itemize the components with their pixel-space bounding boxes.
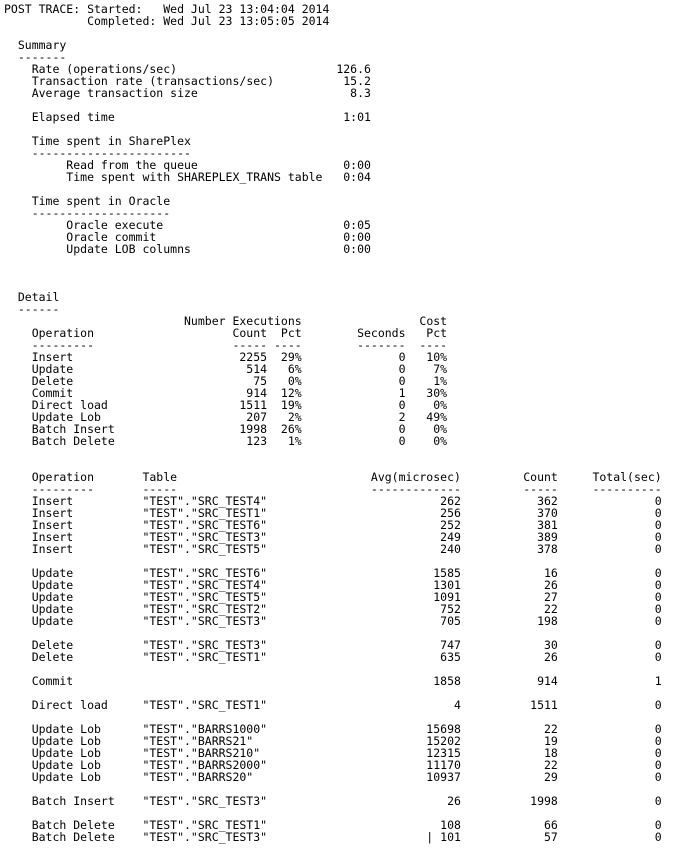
seconds-column-header: Seconds bbox=[357, 326, 406, 340]
exec-table-rows bbox=[4, 351, 692, 447]
avg-value: 15202 bbox=[426, 734, 461, 748]
underline: ----- bbox=[142, 482, 178, 496]
underline: ----- bbox=[232, 338, 268, 352]
avg-value: 752 bbox=[440, 602, 461, 616]
total-cell: 0 bbox=[654, 506, 662, 520]
op-cell: Update bbox=[31, 566, 74, 580]
count-cell: 1998 bbox=[239, 422, 268, 436]
table-cell: "TEST"."SRC_TEST3" bbox=[142, 638, 268, 652]
table-column-header: Table bbox=[142, 470, 178, 484]
total-cell: 0 bbox=[654, 794, 662, 808]
op-cell: Insert bbox=[31, 506, 74, 520]
count-cell: 914 bbox=[537, 674, 558, 688]
elapsed-label: Elapsed time bbox=[31, 110, 115, 124]
op-cell: Update Lob bbox=[31, 746, 101, 760]
cost-pct-cell: 49% bbox=[426, 410, 448, 424]
avg-value: 108 bbox=[440, 818, 461, 832]
delete-stats-group bbox=[4, 639, 692, 663]
op-cell: Batch Insert bbox=[31, 422, 115, 436]
avg-value: 11170 bbox=[426, 758, 461, 772]
total-cell: 0 bbox=[654, 734, 662, 748]
oracle-section-title: Time spent in Oracle bbox=[31, 194, 171, 208]
count-cell: 26 bbox=[543, 578, 558, 592]
table-cell: "TEST"."BARRS1000" bbox=[142, 722, 268, 736]
total-cell: 0 bbox=[654, 566, 662, 580]
avg-value: 4 bbox=[453, 698, 461, 712]
pct-cell: 0% bbox=[287, 374, 302, 388]
underline: ------------- bbox=[370, 482, 461, 496]
stat-row bbox=[4, 531, 692, 543]
pct-cell: 29% bbox=[280, 350, 302, 364]
count-cell: 19 bbox=[543, 734, 558, 748]
batch-insert-stats-group bbox=[4, 795, 692, 807]
total-cell: 0 bbox=[654, 758, 662, 772]
stat-row bbox=[4, 615, 692, 627]
count-cell: 123 bbox=[246, 434, 268, 448]
count-cell: 914 bbox=[246, 386, 268, 400]
count-cell: 22 bbox=[543, 602, 558, 616]
op-cell: Insert bbox=[31, 494, 74, 508]
pct-cell: 26% bbox=[280, 422, 302, 436]
table-cell: "TEST"."SRC_TEST2" bbox=[142, 602, 268, 616]
count-cell: 1511 bbox=[530, 698, 558, 712]
avg-cell bbox=[316, 531, 461, 543]
avg-value: 635 bbox=[440, 650, 461, 664]
blank-line bbox=[4, 711, 692, 723]
exec-row bbox=[4, 435, 692, 447]
avg-cell bbox=[316, 795, 461, 807]
avg-cell bbox=[316, 771, 461, 783]
avg-value: 1091 bbox=[433, 590, 461, 604]
summary-value: 15.2 bbox=[343, 74, 371, 88]
total-cell: 0 bbox=[654, 518, 662, 532]
summary-label: Transaction rate (transactions/sec) bbox=[31, 74, 275, 88]
total-cell: 0 bbox=[654, 830, 662, 844]
stat-row bbox=[4, 639, 692, 651]
avg-cell bbox=[316, 507, 461, 519]
blank-line bbox=[4, 279, 692, 291]
count-cell: 26 bbox=[543, 650, 558, 664]
op-cell: Insert bbox=[31, 350, 74, 364]
underline: --------- bbox=[31, 338, 94, 352]
op-cell: Update Lob bbox=[31, 410, 101, 424]
count-cell: 29 bbox=[543, 770, 558, 784]
started-value: Wed Jul 23 13:04:04 2014 bbox=[163, 2, 330, 16]
summary-row bbox=[4, 87, 692, 99]
item-value: 0:00 bbox=[343, 230, 371, 244]
count-cell: 2255 bbox=[239, 350, 268, 364]
stat-row bbox=[4, 735, 692, 747]
total-cell: 0 bbox=[654, 602, 662, 616]
pct-cell: 12% bbox=[280, 386, 302, 400]
op-cell: Batch Delete bbox=[31, 434, 115, 448]
table-cell: "TEST"."SRC_TEST1" bbox=[142, 818, 268, 832]
exec-row bbox=[4, 351, 692, 363]
seconds-cell: 0 bbox=[398, 374, 406, 388]
avg-cell bbox=[316, 603, 461, 615]
exec-row bbox=[4, 375, 692, 387]
item-value: 0:00 bbox=[343, 242, 371, 256]
total-cell: 0 bbox=[654, 818, 662, 832]
oracle-section-underline: -------------------- bbox=[31, 206, 171, 220]
op-cell: Update bbox=[31, 578, 74, 592]
cost-pct-cell: 1% bbox=[433, 374, 448, 388]
cost-pct-cell: 0% bbox=[433, 434, 448, 448]
elapsed-value: 1:01 bbox=[343, 110, 371, 124]
stat-row bbox=[4, 795, 692, 807]
total-cell: 0 bbox=[654, 614, 662, 628]
total-cell: 0 bbox=[654, 698, 662, 712]
blank-line bbox=[4, 555, 692, 567]
table-cell bbox=[142, 675, 315, 687]
blank-line bbox=[4, 627, 692, 639]
avg-cell bbox=[316, 519, 461, 531]
table-cell: "TEST"."SRC_TEST3" bbox=[142, 614, 268, 628]
pct-column-header: Pct bbox=[280, 326, 302, 340]
count-cell: 66 bbox=[543, 818, 558, 832]
blank-line bbox=[4, 663, 692, 675]
detail-underline: ------ bbox=[17, 302, 60, 316]
stat-row bbox=[4, 723, 692, 735]
count-cell: 207 bbox=[246, 410, 268, 424]
blank-line bbox=[4, 267, 692, 279]
total-cell: 0 bbox=[654, 650, 662, 664]
trace-completed-line bbox=[4, 15, 692, 27]
cost-pct-cell: 0% bbox=[433, 398, 448, 412]
summary-title: Summary bbox=[17, 38, 67, 52]
count-cell: 22 bbox=[543, 758, 558, 772]
completed-label: Completed: bbox=[87, 14, 157, 28]
item-label: Oracle commit bbox=[66, 230, 157, 244]
item-label: Oracle execute bbox=[66, 218, 164, 232]
count-cell: 389 bbox=[537, 530, 558, 544]
count-cell: 75 bbox=[253, 374, 268, 388]
elapsed-time-row bbox=[4, 111, 692, 123]
op-cell: Update Lob bbox=[31, 734, 101, 748]
stat-row bbox=[4, 567, 692, 579]
total-cell: 0 bbox=[654, 590, 662, 604]
total-cell: 0 bbox=[654, 770, 662, 784]
table-cell: "TEST"."SRC_TEST5" bbox=[142, 542, 268, 556]
underline: ---- bbox=[273, 338, 302, 352]
oracle-item-row bbox=[4, 243, 692, 255]
op-cell: Update bbox=[31, 590, 74, 604]
count-cell: 57 bbox=[543, 830, 558, 844]
trace-title: POST TRACE: bbox=[4, 2, 81, 16]
stat-row bbox=[4, 507, 692, 519]
oracle-items-group bbox=[4, 219, 692, 255]
stat-row bbox=[4, 591, 692, 603]
op-cell: Update Lob bbox=[31, 722, 101, 736]
stat-row bbox=[4, 519, 692, 531]
count-cell: 1998 bbox=[530, 794, 558, 808]
table-cell: "TEST"."BARRS210" bbox=[142, 746, 261, 760]
batch-delete-stats-group bbox=[4, 819, 692, 843]
avg-value: 1585 bbox=[433, 566, 461, 580]
stat-row bbox=[4, 699, 692, 711]
avg-value: 12315 bbox=[426, 746, 461, 760]
table-cell: "TEST"."BARRS21" bbox=[142, 734, 254, 748]
pct-cell: 19% bbox=[280, 398, 302, 412]
op-cell: Update Lob bbox=[31, 770, 101, 784]
table-cell: "TEST"."SRC_TEST3" bbox=[142, 530, 268, 544]
op-cell: Batch Insert bbox=[31, 794, 115, 808]
table-cell: "TEST"."SRC_TEST3" bbox=[142, 794, 268, 808]
total-cell: 0 bbox=[654, 638, 662, 652]
blank-line bbox=[4, 255, 692, 267]
detail-title: Detail bbox=[17, 290, 60, 304]
underline: ------- bbox=[357, 338, 406, 352]
total-cell: 0 bbox=[654, 542, 662, 556]
count-cell: 198 bbox=[537, 614, 558, 628]
avg-cell bbox=[316, 651, 461, 663]
summary-value: 8.3 bbox=[350, 86, 371, 100]
total-cell: 0 bbox=[654, 722, 662, 736]
summary-underline: ------- bbox=[17, 50, 67, 64]
total-cell: 0 bbox=[654, 578, 662, 592]
exec-row bbox=[4, 363, 692, 375]
op-cell: Insert bbox=[31, 530, 74, 544]
count-cell: 514 bbox=[246, 362, 268, 376]
count-cell: 370 bbox=[537, 506, 558, 520]
shareplex-section-underline: ----------------------- bbox=[31, 146, 191, 160]
summary-label: Average transaction size bbox=[31, 86, 198, 100]
item-value: 0:04 bbox=[343, 170, 371, 184]
op-cell: Commit bbox=[31, 386, 74, 400]
operation-column-header: Operation bbox=[31, 326, 94, 340]
avg-value: 747 bbox=[440, 638, 461, 652]
seconds-cell: 0 bbox=[398, 434, 406, 448]
table-cell: "TEST"."SRC_TEST5" bbox=[142, 590, 268, 604]
table-cell: "TEST"."SRC_TEST6" bbox=[142, 518, 268, 532]
item-value: 0:00 bbox=[343, 158, 371, 172]
count-cell: 30 bbox=[543, 638, 558, 652]
count-column-header: Count bbox=[232, 326, 268, 340]
exec-row bbox=[4, 399, 692, 411]
exec-table-group-header-row bbox=[4, 315, 692, 327]
op-cell: Direct load bbox=[31, 398, 108, 412]
op-cell: Update bbox=[31, 602, 74, 616]
total-cell: 0 bbox=[654, 530, 662, 544]
summary-rates-group bbox=[4, 63, 692, 99]
count-cell: 381 bbox=[537, 518, 558, 532]
seconds-cell: 2 bbox=[398, 410, 406, 424]
underline: ----- bbox=[523, 482, 558, 496]
avg-value: 26 bbox=[447, 794, 461, 808]
stat-row bbox=[4, 495, 692, 507]
avg-value: 10937 bbox=[426, 770, 461, 784]
table-cell: "TEST"."BARRS2000" bbox=[142, 758, 268, 772]
avg-value: 1858 bbox=[433, 674, 461, 688]
total-column-header: Total(sec) bbox=[592, 470, 662, 484]
underline: ---------- bbox=[592, 482, 662, 496]
total-cell: 1 bbox=[654, 674, 662, 688]
count-cell: 378 bbox=[537, 542, 558, 556]
blank-line bbox=[4, 459, 692, 471]
table-cell: "TEST"."SRC_TEST1" bbox=[142, 506, 268, 520]
total-cell: 0 bbox=[654, 494, 662, 508]
operation-column-header: Operation bbox=[31, 470, 94, 484]
stat-row bbox=[4, 603, 692, 615]
avg-cell bbox=[316, 543, 461, 555]
avg-cell bbox=[316, 699, 461, 711]
stat-row bbox=[4, 543, 692, 555]
table-cell: "TEST"."SRC_TEST4" bbox=[142, 578, 268, 592]
stat-row bbox=[4, 675, 692, 687]
commit-stats-group bbox=[4, 675, 692, 687]
blank-line bbox=[4, 447, 692, 459]
summary-label: Rate (operations/sec) bbox=[31, 62, 178, 76]
stats-table-header-row bbox=[4, 471, 692, 483]
avg-value: 262 bbox=[440, 494, 461, 508]
cost-pct-cell: 0% bbox=[433, 422, 448, 436]
avg-cell bbox=[316, 591, 461, 603]
seconds-cell: 0 bbox=[398, 398, 406, 412]
underline: --------- bbox=[31, 482, 94, 496]
header-spacer bbox=[4, 15, 87, 27]
pct-cell: 6% bbox=[287, 362, 302, 376]
cost-pct-cell: 7% bbox=[433, 362, 448, 376]
blank-line bbox=[4, 27, 692, 39]
stat-row bbox=[4, 651, 692, 663]
avg-value: 1301 bbox=[433, 578, 461, 592]
count-cell: 362 bbox=[537, 494, 558, 508]
stats-table-underline-row bbox=[4, 483, 692, 495]
op-cell: Insert bbox=[31, 542, 74, 556]
avg-cell bbox=[316, 639, 461, 651]
count-cell: 1511 bbox=[239, 398, 268, 412]
exec-table-underline-row bbox=[4, 339, 692, 351]
op-cell: Delete bbox=[31, 374, 74, 388]
op-cell: Delete bbox=[31, 650, 74, 664]
item-label: Read from the queue bbox=[66, 158, 198, 172]
cost-group-header: Cost bbox=[419, 314, 448, 328]
avg-value: 705 bbox=[440, 614, 461, 628]
item-label: Update LOB columns bbox=[66, 242, 191, 256]
table-cell: "TEST"."BARRS20" bbox=[142, 770, 254, 784]
count-cell: 22 bbox=[543, 722, 558, 736]
count-cell: 16 bbox=[543, 566, 558, 580]
direct-load-stats-group bbox=[4, 699, 692, 711]
avg-value: 101 bbox=[440, 830, 461, 844]
table-cell: "TEST"."SRC_TEST3" bbox=[142, 830, 268, 844]
pct-cell: 1% bbox=[287, 434, 302, 448]
stat-row bbox=[4, 831, 692, 843]
stat-row bbox=[4, 771, 692, 783]
avg-cell bbox=[316, 615, 461, 627]
insert-stats-group bbox=[4, 495, 692, 555]
op-cell: Batch Delete bbox=[31, 818, 115, 832]
avg-cell bbox=[316, 831, 461, 843]
seconds-cell: 1 bbox=[398, 386, 406, 400]
seconds-cell: 0 bbox=[398, 350, 406, 364]
cost-pct-cell: 30% bbox=[426, 386, 448, 400]
completed-value: Wed Jul 23 13:05:05 2014 bbox=[163, 14, 330, 28]
op-cell: Batch Delete bbox=[31, 830, 115, 844]
op-cell: Insert bbox=[31, 518, 74, 532]
stat-row bbox=[4, 747, 692, 759]
cost-pct-column-header: Pct bbox=[426, 326, 448, 340]
seconds-cell: 0 bbox=[398, 362, 406, 376]
table-cell: "TEST"."SRC_TEST1" bbox=[142, 650, 268, 664]
shareplex-item-row bbox=[4, 171, 692, 183]
op-cell: Delete bbox=[31, 638, 74, 652]
avg-cell bbox=[316, 675, 461, 687]
underline: ---- bbox=[419, 338, 448, 352]
shareplex-section-title: Time spent in SharePlex bbox=[31, 134, 191, 148]
table-cell: "TEST"."SRC_TEST1" bbox=[142, 698, 268, 712]
avg-column-header: Avg(microsec) bbox=[370, 470, 461, 484]
pct-cell: 2% bbox=[287, 410, 302, 424]
avg-cell bbox=[316, 495, 461, 507]
op-cell: Commit bbox=[31, 674, 74, 688]
cost-pct-cell: 10% bbox=[426, 350, 448, 364]
shareplex-items-group bbox=[4, 159, 692, 183]
stat-row bbox=[4, 579, 692, 591]
avg-value: 249 bbox=[440, 530, 461, 544]
table-cell: "TEST"."SRC_TEST6" bbox=[142, 566, 268, 580]
update-lob-stats-group bbox=[4, 723, 692, 783]
table-cell: "TEST"."SRC_TEST4" bbox=[142, 494, 268, 508]
avg-value: 240 bbox=[440, 542, 461, 556]
count-column-header: Count bbox=[523, 470, 558, 484]
summary-value: 126.6 bbox=[336, 62, 371, 76]
op-cell: Update Lob bbox=[31, 758, 101, 772]
avg-value: 15698 bbox=[426, 722, 461, 736]
stat-row bbox=[4, 759, 692, 771]
op-cell: Update bbox=[31, 362, 74, 376]
total-cell: 0 bbox=[654, 746, 662, 760]
count-cell: 18 bbox=[543, 746, 558, 760]
item-label: Time spent with SHAREPLEX_TRANS table bbox=[66, 170, 323, 184]
item-value: 0:05 bbox=[343, 218, 371, 232]
op-cell: Direct load bbox=[31, 698, 108, 712]
update-stats-group bbox=[4, 567, 692, 627]
exec-table-header-row bbox=[4, 327, 692, 339]
started-label: Started: bbox=[87, 2, 143, 16]
op-cell: Update bbox=[31, 614, 74, 628]
avg-value: 252 bbox=[440, 518, 461, 532]
seconds-cell: 0 bbox=[398, 422, 406, 436]
executions-group-header: Number Executions bbox=[184, 314, 302, 328]
count-cell: 27 bbox=[543, 590, 558, 604]
avg-value: 256 bbox=[440, 506, 461, 520]
text-cursor: | bbox=[426, 830, 441, 844]
